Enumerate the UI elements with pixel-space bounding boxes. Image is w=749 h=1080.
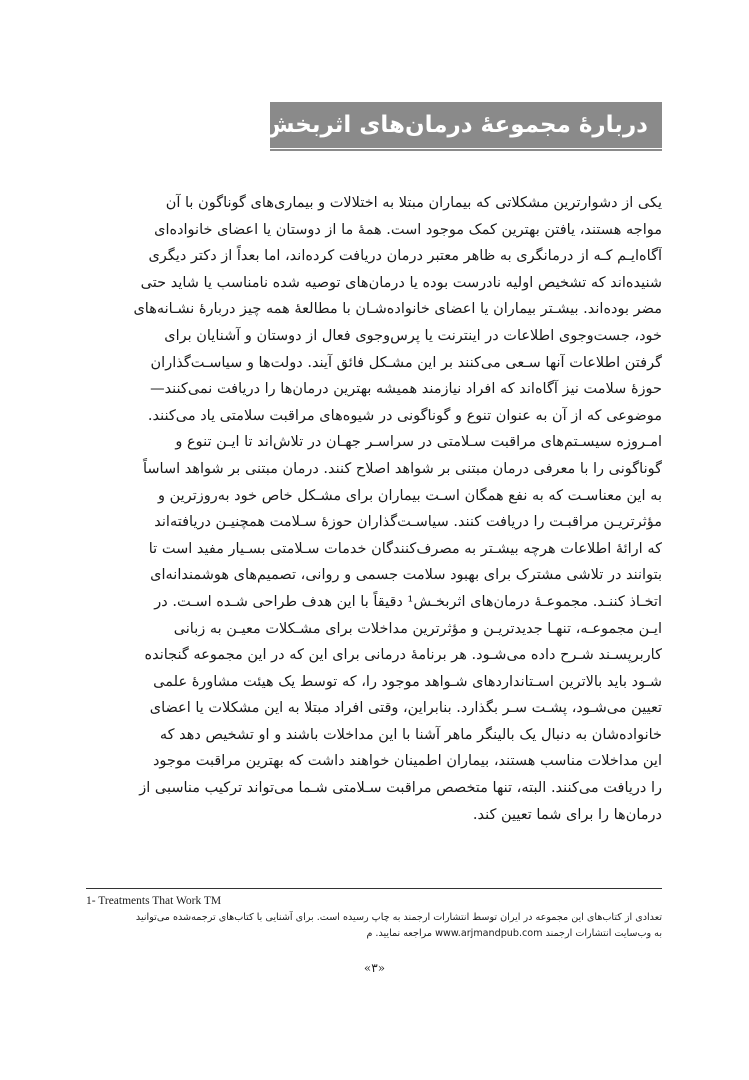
body-text (86, 190, 662, 828)
body-line: شنیده‌اند که تشخیص اولیه نادرست بوده یا درمان‌های توصیه شده نامناسب یا شاید حتی (140, 274, 662, 291)
body-line: به این معناسـت که به نفع همگان اسـت بیماران برای مشـکل خاص خود به‌روزترین و (158, 487, 662, 504)
body-line: یکی از دشوارترین مشکلاتی که بیماران مبتلا به اختلالات و بیماری‌های گوناگون با آن (165, 195, 662, 211)
body-line: اتخـاذ کننـد. مجموعـهٔ درمان‌های اثربخـش¹ دقیقاً با این هدف طراحی شـده اسـت. در (154, 593, 662, 610)
body-line: ایـن مجموعـه، تنهـا جدیدتریـن و مؤثرترین مداخلات برای مشـکلات معیـن به زبانی (173, 620, 662, 637)
body-line: که ارائهٔ اطلاعات هرچه بیشـتر به مصرف‌کنندگان خدمات سـلامتی بسـیار مفید است تا (148, 540, 662, 557)
body-line: را دریافت می‌کنند. البته، تنها متخصص مراقبت سـلامتی شـما می‌تواند ترکیب مناسبی از (139, 780, 662, 797)
body-line: خود، جست‌وجوی اطلاعات در اینترنت یا پرس‌وجوی فعال از دوستان و آشنایان برای (164, 327, 662, 344)
body-line: مضر بوده‌اند. بیشـتر بیماران یا اعضای خانواده‌شـان با مطالعهٔ همه چیز دربارهٔ نشـانه‌های (133, 301, 662, 318)
body-line: مؤثرتریـن مراقبـت را دریافت کنند. سیاسـت‌گذاران حوزهٔ سـلامت همچنیـن دریافته‌اند (154, 514, 662, 531)
body-line: خانواده‌شان به دنبال یک بالینگر ماهر آشنا با این مداخلات باشند و او تشخیص دهد که (159, 726, 662, 743)
body-line: بتوانند در تلاشی مشترک برای بهبود سلامت جسمی و روانی، تصمیم‌های هوشمندانه‌ای (150, 567, 662, 584)
body-line: درمان‌ها را برای شما تعیین کند. (472, 806, 662, 823)
body-line: حوزهٔ سلامت نیز آگاه‌اند که افراد نیازمند همیشه بهترین درمان‌ها را دریافت نمی‌کنند— (150, 381, 662, 398)
footnote: 1- Treatments That Work TM (86, 895, 222, 907)
body-line: موضوعی که از آن به عنوان تنوع و گوناگونی در شیوه‌های مراقبت سلامتی یاد می‌کنند. (147, 407, 662, 424)
publisher-note-line: به وب‌سایت انتشارات ارجمند www.arjmandpub.com مراجعه نمایید. م (366, 928, 662, 939)
body-line: شـود باید بالاترین اسـتانداردهای شـواهد موجود را، که توسط یک هیئت مشاورهٔ علمی (153, 673, 662, 690)
body-line: آگاه‌ایـم کـه از درمانگری به ظاهر معتبر درمان دریافت کرده‌اند، اما بعداً از دکتر دیگری (148, 248, 662, 265)
chapter-title: دربارهٔ مجموعهٔ درمان‌های اثربخش (262, 112, 648, 138)
chapter-title-bar (262, 102, 662, 148)
page-number: «۳» (363, 961, 386, 975)
publisher-note (86, 910, 662, 942)
publisher-note-line: تعدادی از کتاب‌های این مجموعه در ایران توسط انتشارات ارجمند به چاپ رسیده است. برای آشنایی با کتاب‌های ترجمه‌شده می‌توانید (135, 912, 662, 923)
body-line: گوناگونی را با معرفی درمان مبتنی بر شواهد اصلاح کنند. درمان مبتنی بر شواهد اساساً (142, 460, 662, 477)
body-line: تعیین می‌شـود، پشـت سـر بگذارد. بنابراین، وقتی افراد مبتلا به این مشکلات یا اعضای (149, 700, 662, 717)
body-line: گرفتن اطلاعات آنها سـعی می‌کنند بر این مشـکل فائق آیند. دولت‌ها و سیاسـت‌گذاران (150, 354, 662, 371)
footnote-divider (86, 888, 662, 889)
body-line: مواجه هستند، یافتن بهترین کمک موجود است. همهٔ ما از دوستان یا اعضای خانواده‌ای (154, 221, 662, 238)
body-line: امـروزه سیسـتم‌های مراقبت سـلامتی در سراسـر جهـان در تلاش‌اند تا ایـن تنوع و (175, 434, 662, 451)
body-line: این مداخلات مناسب هستند، بیماران اطمینان خواهند داشت که بهترین مراقبت موجود (152, 753, 662, 770)
body-line: کاربرپسـند شـرح داده می‌شـود. هر برنامهٔ درمانی برای این که در این مجموعه گنجانده (144, 647, 662, 664)
title-underline (270, 149, 662, 151)
